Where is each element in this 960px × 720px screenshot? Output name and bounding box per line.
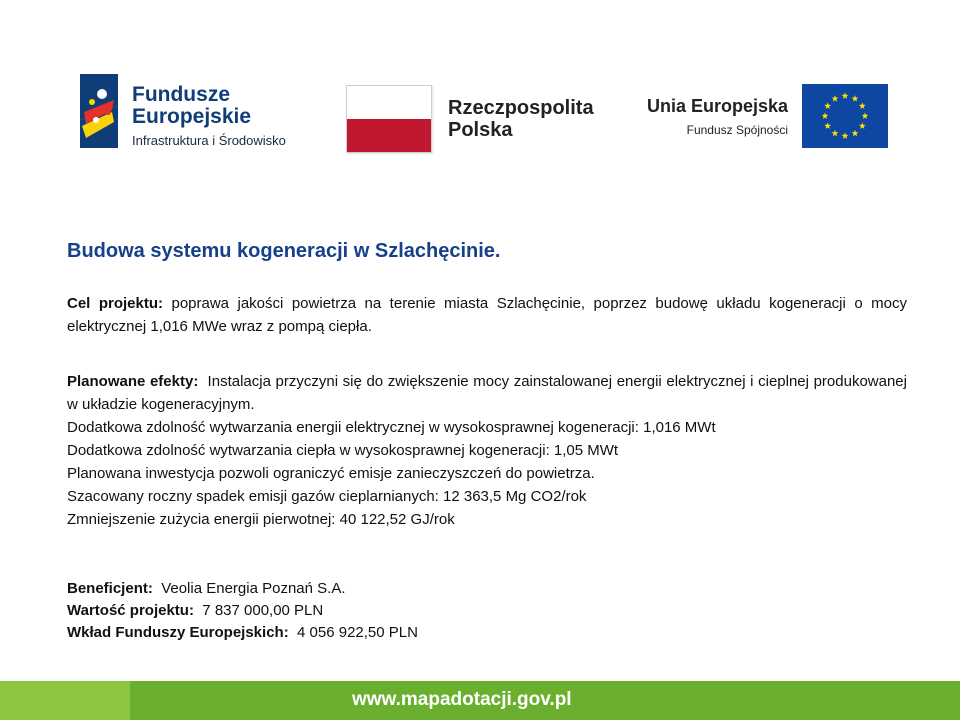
wklad-value: 4 056 922,50 PLN	[288, 624, 418, 641]
fe-line2: Europejskie	[132, 105, 252, 128]
eu-star-icon	[832, 95, 839, 102]
beneficjent-label: Beneficjent:	[67, 580, 153, 597]
cel-label: Cel projektu:	[67, 295, 163, 312]
polish-flag-icon	[346, 85, 432, 153]
fundusze-europejskie-logo	[78, 72, 338, 156]
unia-europejska-logo	[640, 84, 890, 150]
unia-europejska-text	[640, 96, 788, 137]
rp-line2: Polska	[448, 119, 513, 141]
cel-projektu	[67, 292, 907, 338]
eu-star-icon	[852, 130, 859, 137]
beneficjent-row	[67, 578, 418, 600]
wklad-row	[67, 622, 418, 644]
efekty-label: Planowane efekty:	[67, 373, 199, 390]
wklad-label: Wkład Funduszy Europejskich:	[67, 624, 289, 641]
footer-accent	[0, 681, 130, 720]
project-summary	[67, 578, 418, 644]
ue-name: Unia Europejska	[646, 96, 788, 116]
fundusze-europejskie-text	[132, 84, 286, 147]
eu-star-icon	[842, 92, 849, 99]
rzeczpospolita-polska-logo	[346, 85, 606, 155]
eu-star-icon	[824, 122, 831, 129]
eu-flag-icon	[802, 84, 888, 148]
efekty-line: Planowana inwestycja pozwoli ograniczyć emisje zanieczyszczeń do powietrza.	[67, 465, 595, 482]
ue-sub: Fundusz Spójności	[686, 123, 788, 137]
eu-star-icon	[832, 130, 839, 137]
footer-bar	[0, 681, 960, 720]
fundusze-europejskie-emblem-icon	[78, 72, 128, 150]
efekty-intro	[67, 370, 912, 416]
eu-star-icon	[822, 112, 829, 119]
efekty-line: Szacowany roczny spadek emisji gazów cieplarnianych: 12 363,5 Mg CO2/rok	[67, 488, 587, 505]
eu-star-icon	[862, 112, 869, 119]
fe-line1: Fundusze	[132, 83, 230, 106]
eu-star-icon	[859, 102, 866, 109]
eu-star-icon	[852, 95, 859, 102]
wartosc-value: 7 837 000,00 PLN	[193, 602, 324, 619]
planowane-efekty	[67, 370, 912, 531]
eu-star-icon	[824, 102, 831, 109]
footer-url-link[interactable]: www.mapadotacji.gov.pl	[352, 689, 572, 710]
page-title: Budowa systemu kogeneracji w Szlachęcinie.	[67, 240, 501, 262]
efekty-text: Instalacja przyczyni się do zwiększenie mocy zainstalowanej energii elektrycznej i cieplnej produkowanej w układzie kogeneracyjnym.	[67, 373, 912, 413]
rzeczpospolita-polska-text	[448, 97, 594, 141]
eu-star-icon	[859, 122, 866, 129]
fe-line3: Infrastruktura i Środowisko	[132, 133, 286, 148]
efekty-line: Zmniejszenie zużycia energii pierwotnej: 40 122,52 GJ/rok	[67, 511, 455, 528]
wartosc-row	[67, 600, 418, 622]
wartosc-label: Wartość projektu:	[67, 602, 194, 619]
beneficjent-value: Veolia Energia Poznań S.A.	[152, 580, 346, 597]
eu-star-icon	[842, 132, 849, 139]
efekty-line: Dodatkowa zdolność wytwarzania ciepła w wysokosprawnej kogeneracji: 1,05 MWt	[67, 442, 619, 459]
rp-line1: Rzeczpospolita	[448, 97, 594, 119]
cel-text: poprawa jakości powietrza na terenie miasta Szlachęcinie, poprzez budowę układu kogeneracji o mocy elektrycznej 1,016 MWe wraz z pompą ciepła.	[67, 295, 907, 335]
efekty-line: Dodatkowa zdolność wytwarzania energii elektrycznej w wysokosprawnej kogeneracji: 1,016 MWt	[67, 419, 716, 436]
